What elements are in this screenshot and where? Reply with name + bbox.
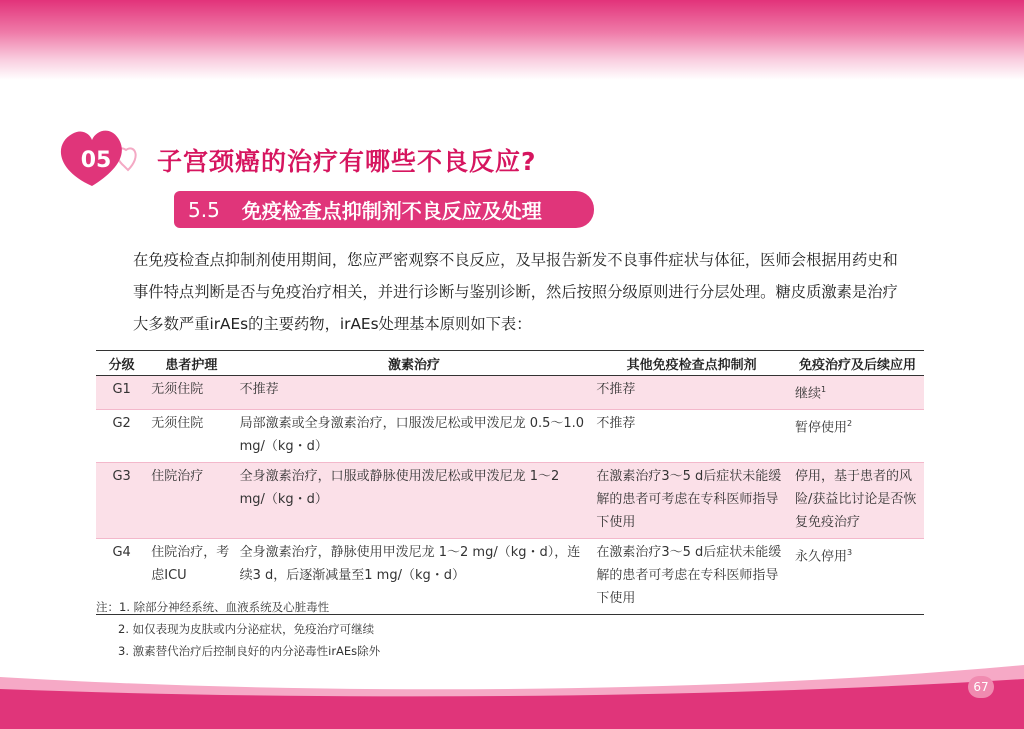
cell-grade: G2 <box>96 410 147 463</box>
chapter-number: 05 <box>80 148 112 173</box>
section-heading <box>174 191 594 228</box>
irae-management-table <box>96 350 924 615</box>
cell-care: 无须住院 <box>147 376 235 410</box>
cell-other: 在激素治疗3～5 d后症状未能缓解的患者可考虑在专科医师指导下使用 <box>592 539 791 615</box>
table-notes <box>96 596 380 662</box>
cell-continuation <box>791 376 924 410</box>
note-text: 3. 激素替代治疗后控制良好的内分泌毒性irAEs除外 <box>118 644 381 658</box>
header-other-icis: 其他免疫检查点抑制剂 <box>592 351 791 376</box>
cell-hormone: 全身激素治疗，静脉使用甲泼尼龙 1～2 mg/（kg・d），连续3 d，后逐渐减量至1 mg/（kg・d） <box>236 539 593 615</box>
cell-grade: G3 <box>96 463 147 539</box>
chapter-title: 子宫颈癌的治疗有哪些不良反应? <box>157 147 537 176</box>
note-item <box>96 596 380 618</box>
section-title: 免疫检查点抑制剂不良反应及处理 <box>241 199 542 223</box>
header-care: 患者护理 <box>147 351 235 376</box>
bottom-decorative-band <box>0 655 1024 729</box>
cell-care: 无须住院 <box>147 410 235 463</box>
section-number: 5.5 <box>188 197 220 222</box>
intro-paragraph: 在免疫检查点抑制剂使用期间，您应严密观察不良反应，及早报告新发不良事件症状与体征，医师会根据用药史和事件特点判断是否与免疫治疗相关，并进行诊断与鉴别诊断，然后按照分级原则进行分层处理。糖皮质激素是治疗大多数严重irAEs的主要药物，irAEs处理基本原则如下表： <box>133 251 898 333</box>
cell-other: 在激素治疗3～5 d后症状未能缓解的患者可考虑在专科医师指导下使用 <box>592 463 791 539</box>
page-number: 67 <box>968 676 994 698</box>
table-row <box>96 463 924 539</box>
note-text: 2. 如仅表现为皮肤或内分泌症状，免疫治疗可继续 <box>118 622 375 636</box>
table-row <box>96 376 924 410</box>
cell-continuation <box>791 410 924 463</box>
note-text: 1. 除部分神经系统、血液系统及心脏毒性 <box>119 600 330 614</box>
footnote-ref: 1 <box>820 385 827 394</box>
note-prefix: 注： <box>96 600 119 614</box>
cell-care: 住院治疗 <box>147 463 235 539</box>
cell-continuation <box>791 463 924 539</box>
cell-other: 不推荐 <box>592 410 791 463</box>
continuation-text: 停用，基于患者的风险/获益比讨论是否恢复免疫治疗 <box>794 469 917 531</box>
cell-hormone: 局部激素或全身激素治疗，口服泼尼松或甲泼尼龙 0.5～1.0 mg/（kg・d） <box>236 410 593 463</box>
continuation-text: 暂停使用 <box>794 420 847 436</box>
cell-grade: G1 <box>96 376 147 410</box>
header-grade: 分级 <box>96 351 147 376</box>
table-header-row <box>96 351 924 376</box>
top-decorative-band <box>0 0 1024 80</box>
header-continuation: 免疫治疗及后续应用 <box>791 351 924 376</box>
table-row <box>96 410 924 463</box>
cell-other: 不推荐 <box>592 376 791 410</box>
cell-hormone: 不推荐 <box>236 376 593 410</box>
cell-continuation <box>791 539 924 615</box>
footnote-ref: 2 <box>846 419 853 429</box>
cell-hormone: 全身激素治疗，口服或静脉使用泼尼松或甲泼尼龙 1～2 mg/（kg・d） <box>236 463 593 539</box>
footnote-ref: 3 <box>846 548 853 558</box>
continuation-text: 永久停用 <box>794 549 847 565</box>
cell-grade: G4 <box>96 539 147 615</box>
header-hormone: 激素治疗 <box>236 351 593 376</box>
continuation-text: 继续 <box>794 386 821 402</box>
note-item <box>96 618 380 640</box>
cell-care: 住院治疗，考虑ICU <box>147 539 235 615</box>
